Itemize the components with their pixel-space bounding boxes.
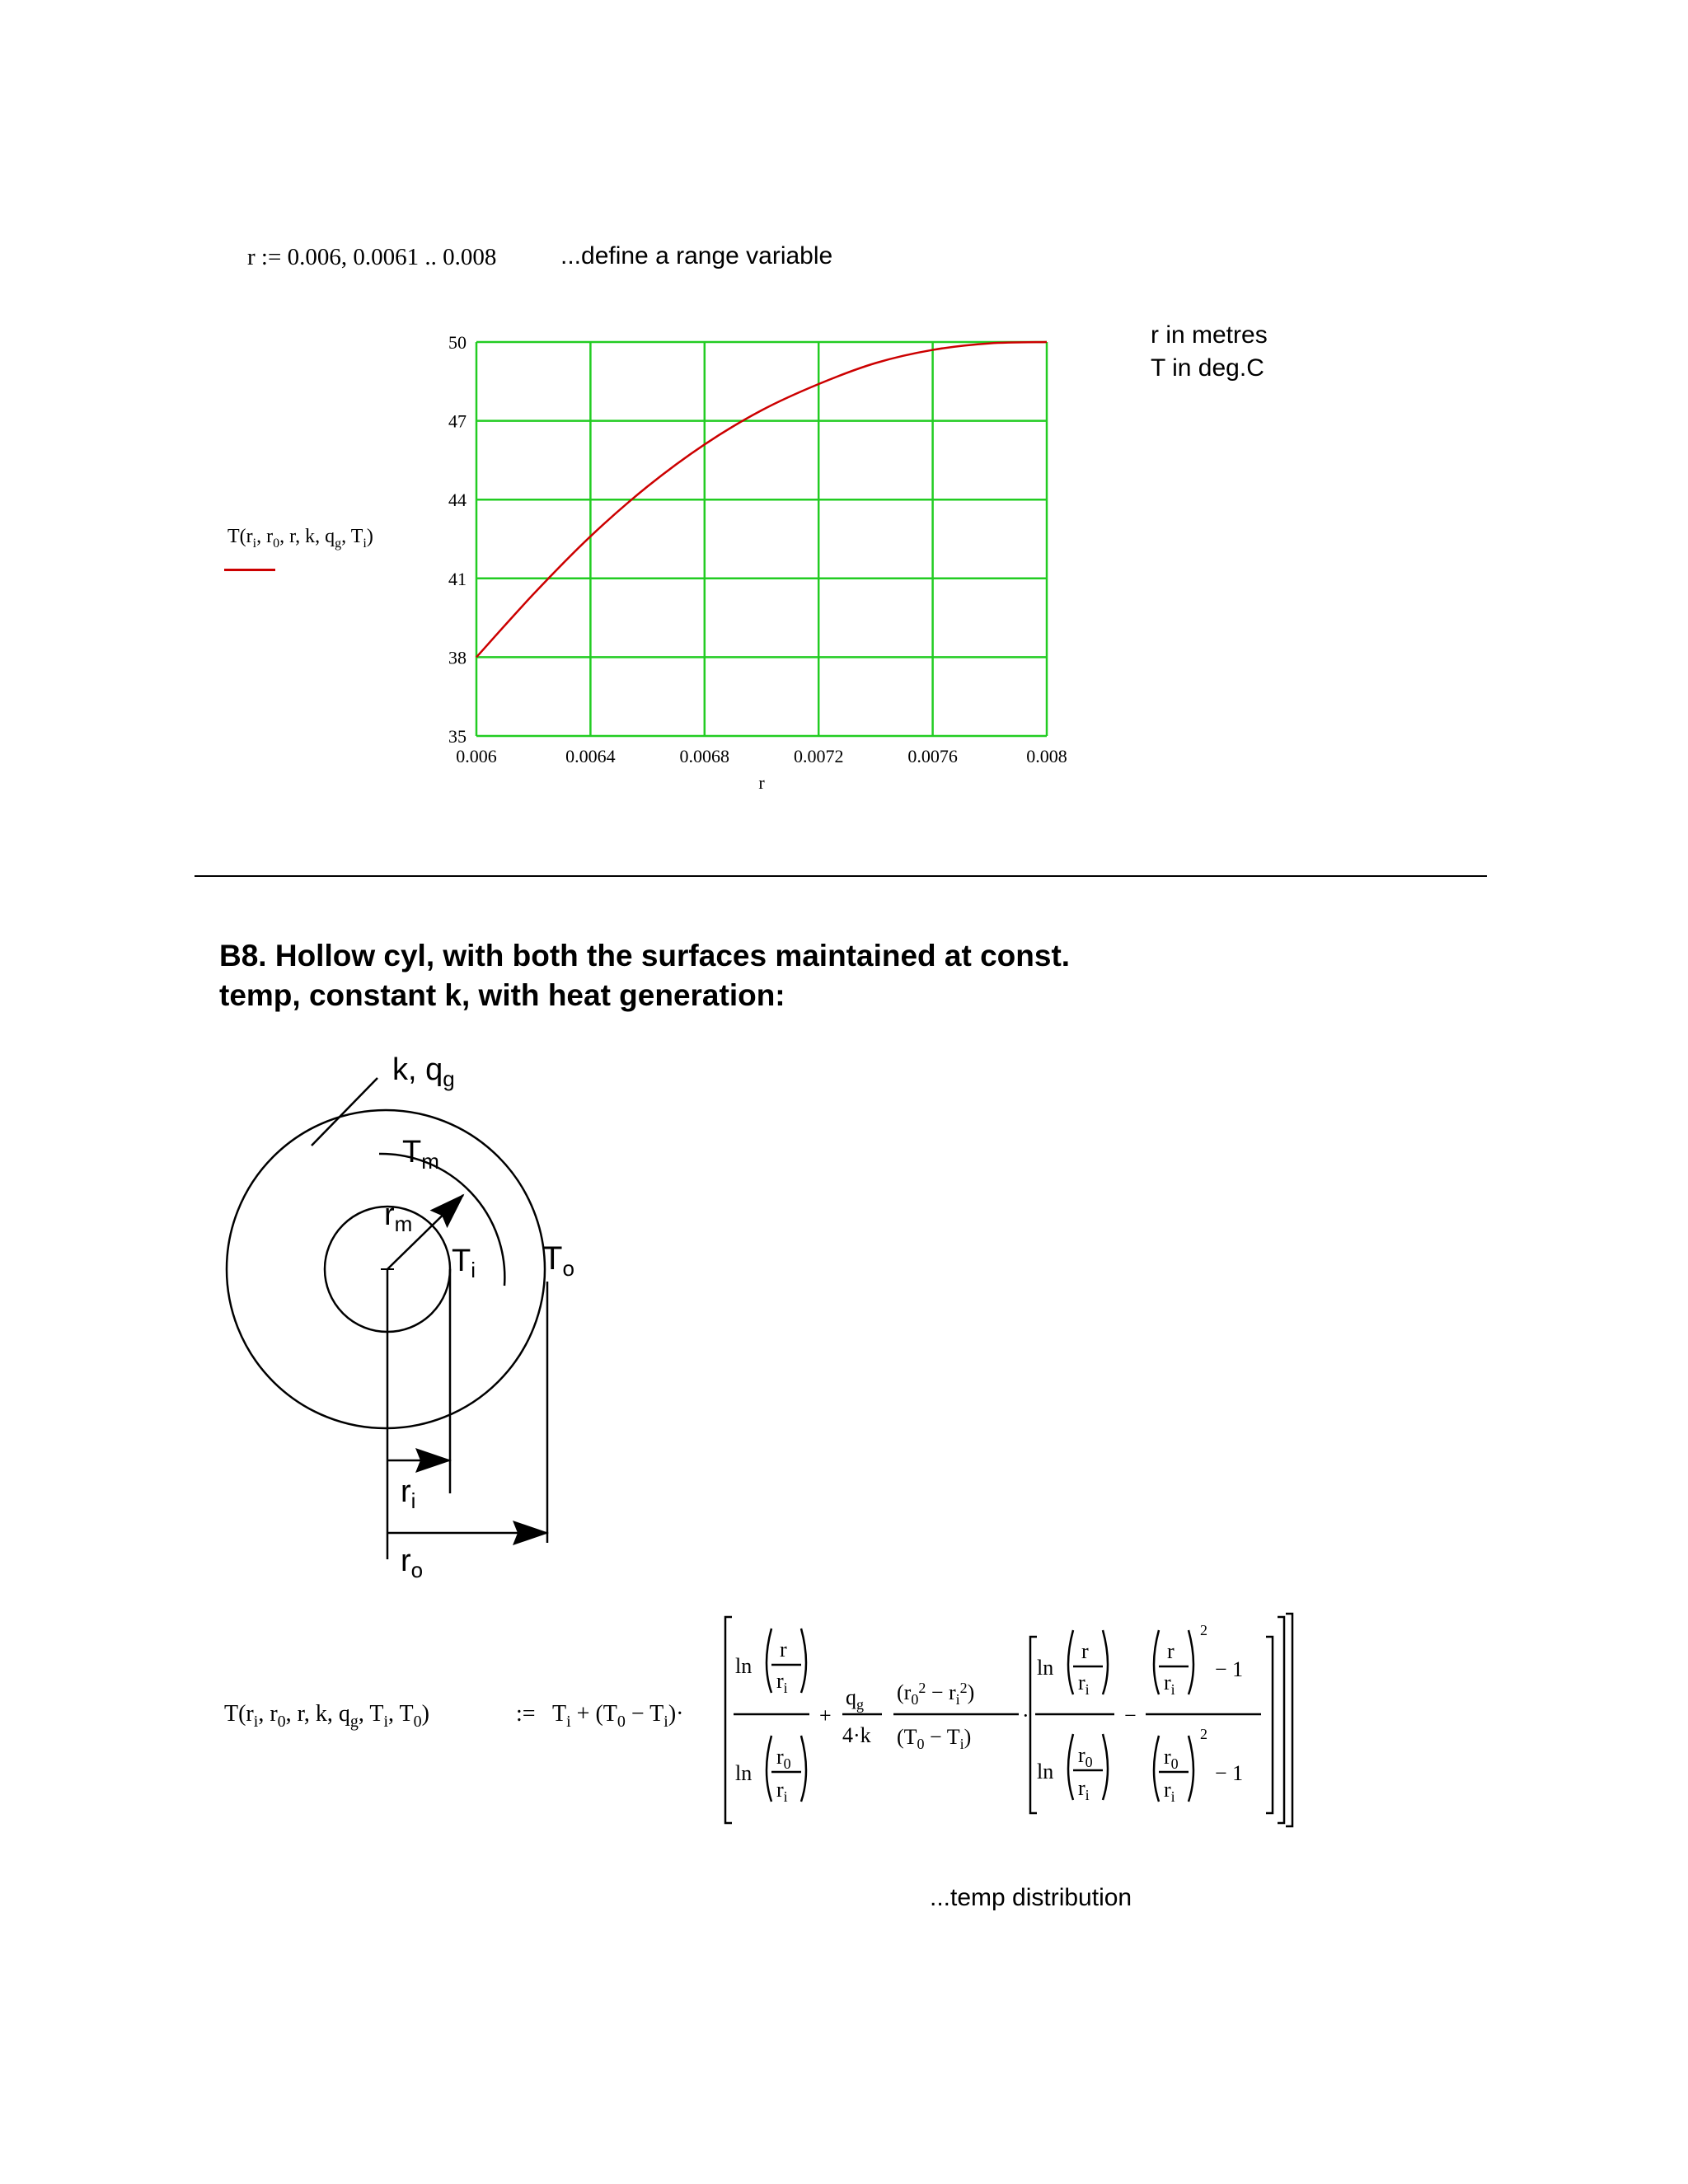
- svg-text:− 1: − 1: [1215, 1761, 1244, 1785]
- big-bracket-left: [725, 1617, 732, 1823]
- y-tick-label: 44: [448, 490, 467, 511]
- svg-text:r0: $r_0$: [1078, 1743, 1093, 1770]
- range-definition: r := 0.006, 0.0061 .. 0.008: [247, 244, 497, 270]
- x-tick-label: 0.0076: [907, 746, 958, 766]
- inner-bracket-right: [1266, 1637, 1273, 1813]
- svg-text:(T0 − Ti): $(T_0 - T_i)$: [897, 1725, 972, 1752]
- range-note: ...define a range variable: [560, 242, 833, 269]
- hollow-cylinder-diagram: [206, 1038, 635, 1582]
- x-tick-label: 0.008: [1026, 746, 1067, 766]
- y-tick-label: 47: [448, 410, 467, 432]
- section-title-line-2: temp, constant k, with heat generation:: [219, 978, 785, 1012]
- x-tick-label: 0.0072: [793, 746, 844, 766]
- label-ro: $r_o$: [401, 1544, 424, 1582]
- svg-text:−: −: [1124, 1704, 1137, 1727]
- x-tick-label: 0.006: [456, 746, 497, 766]
- label-rm: $r_m$: [384, 1197, 413, 1236]
- svg-text:(r02 − ri2): $(r_0^2 - r_i^2)$: [897, 1680, 975, 1708]
- svg-text:ln: ln: [735, 1654, 753, 1678]
- svg-text:ri: $r_i$: [1078, 1776, 1090, 1803]
- svg-text:ln: ln: [1037, 1760, 1054, 1783]
- y-tick-labels: [448, 332, 467, 747]
- label-to: $T_o$: [542, 1240, 574, 1281]
- temperature-plot: [412, 321, 1104, 816]
- svg-text:qg: $q_g$: [846, 1685, 864, 1713]
- plot-grid: [476, 342, 1047, 736]
- section-divider: [195, 875, 1487, 877]
- label-ti: $T_i$: [452, 1244, 476, 1282]
- plot-note-units-t: T in deg.C: [1151, 354, 1264, 382]
- svg-text:r: r: [780, 1638, 787, 1661]
- section-title-line-1: B8. Hollow cyl, with both the surfaces maintained at const.: [219, 939, 1071, 972]
- svg-text:4·k: 4·k: [842, 1723, 871, 1747]
- plot-note-units-r: r in metres: [1151, 321, 1268, 349]
- inner-bracket-left: [1030, 1637, 1037, 1813]
- temperature-distribution-equation: [214, 1607, 1311, 1838]
- svg-text:ln: ln: [735, 1761, 753, 1785]
- svg-text:ri: $r_i$: [1164, 1778, 1175, 1805]
- x-tick-label: 0.0068: [679, 746, 730, 766]
- svg-text:2: 2: [1200, 1726, 1207, 1742]
- label-k-qg: k, $q_g$: [392, 1052, 455, 1091]
- big-bracket-right: [1278, 1617, 1284, 1823]
- y-tick-label: 38: [448, 647, 467, 668]
- svg-text:r: r: [1081, 1639, 1089, 1663]
- svg-text:·: ·: [1022, 1704, 1029, 1727]
- svg-text:− 1: − 1: [1215, 1657, 1244, 1681]
- svg-text:+: +: [819, 1704, 832, 1727]
- svg-text:r: r: [1167, 1639, 1175, 1663]
- x-axis-label: r: [758, 772, 765, 793]
- y-tick-label: 50: [448, 332, 467, 353]
- svg-text:ri: $r_i$: [1164, 1671, 1175, 1698]
- label-tm: $T_m$: [402, 1135, 439, 1174]
- svg-text:ri: $r_i$: [1078, 1671, 1090, 1698]
- section-title: [219, 936, 1070, 1015]
- svg-text:ri: $r_i$: [776, 1669, 788, 1696]
- svg-text:ln: ln: [1037, 1656, 1054, 1680]
- svg-text:2: 2: [1200, 1622, 1207, 1638]
- legend-label: $T(r_i$, $r_0$, r, k, $q_g$, $T_i$): [227, 526, 373, 551]
- legend-line-swatch: [224, 569, 275, 571]
- svg-text:r0: $r_0$: [1164, 1745, 1179, 1772]
- svg-text:r0: $r_0$: [776, 1745, 791, 1772]
- eq-term1: $T_i + (T_0 - T_i)\cdot$: [552, 1701, 684, 1731]
- footer-note: ...temp distribution: [930, 1884, 1132, 1911]
- y-tick-label: 41: [448, 568, 467, 589]
- eq-lhs: $T(r_i$, $r_0$, r, k, $q_g$, $T_i$, $T_0$): [224, 1701, 429, 1731]
- x-tick-labels: [456, 746, 1067, 766]
- svg-text:ri: $r_i$: [776, 1778, 788, 1805]
- label-ri: $r_i$: [401, 1474, 416, 1513]
- y-tick-label: 35: [448, 726, 467, 747]
- eq-assign: :=: [516, 1701, 536, 1727]
- x-tick-label: 0.0064: [565, 746, 616, 766]
